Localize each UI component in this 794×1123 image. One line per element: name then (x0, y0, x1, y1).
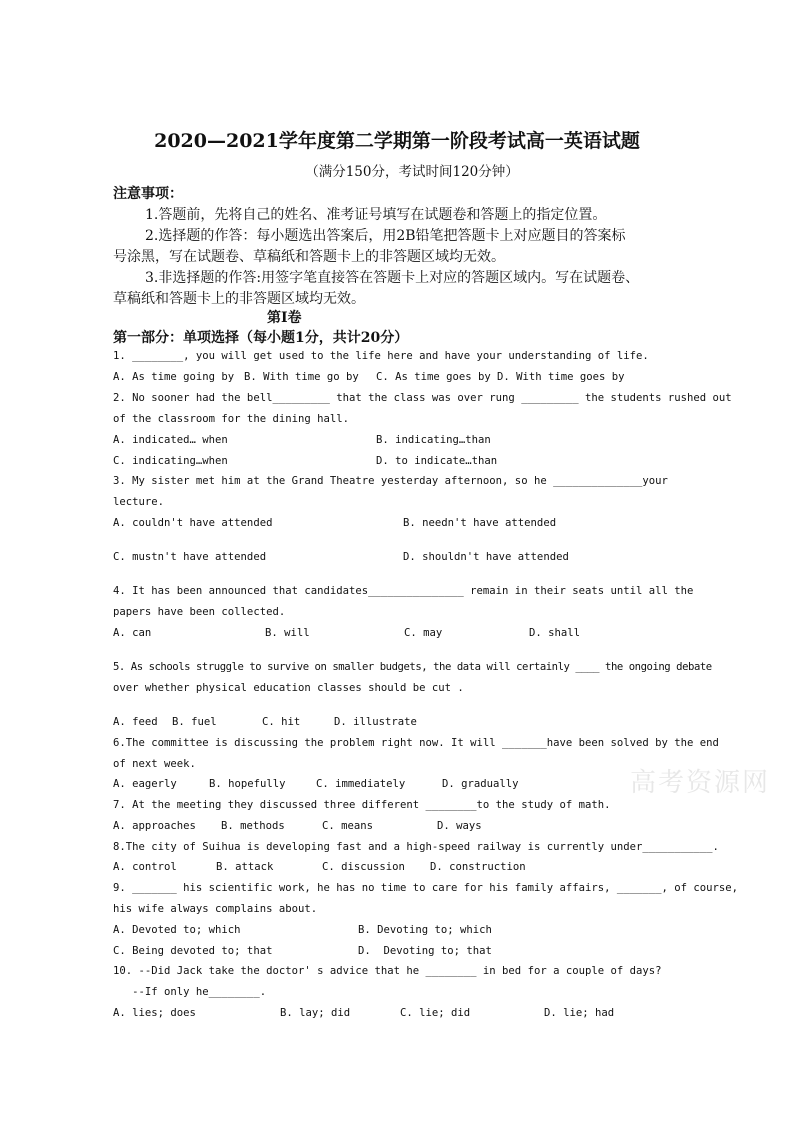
q10-option-a: A. lies; does (113, 1007, 196, 1019)
question-5-stem-cont: over whether physical education classes should be cut . (113, 682, 464, 694)
q5-option-c: C. hit (262, 716, 301, 728)
q10-option-b: B. lay; did (280, 1007, 351, 1019)
q6-option-c: C. immediately (316, 778, 406, 790)
q1-option-b: B. With time go by (244, 371, 359, 383)
notice-line-1: 1.答题前，先将自己的姓名、准考证号填写在试题卷和答题上的指定位置。 (145, 207, 607, 223)
question-2-stem-cont: of the classroom for the dining hall. (113, 413, 349, 425)
q3-option-c: C. mustn't have attended (113, 551, 267, 563)
q1-option-a: A. As time going by (113, 371, 235, 383)
q7-option-d: D. ways (437, 820, 482, 832)
q2-option-d: D. to indicate…than (376, 455, 498, 467)
exam-title: 2020—2021学年度第二学期第一阶段考试高一英语试题 (154, 130, 640, 152)
q9-option-c: C. Being devoted to; that (113, 945, 273, 957)
q2-option-b: B. indicating…than (376, 434, 491, 446)
question-1-stem: 1. ________, you will get used to the life here and have your understanding of life. (113, 350, 649, 362)
part-one-heading: 第一部分：单项选择（每小题1分，共计20分） (113, 330, 409, 346)
question-2-stem: 2. No sooner had the bell_________ that the class was over rung _________ the students rushed out (113, 392, 732, 404)
q9-option-d: D. Devoting to; that (358, 945, 492, 957)
q9-option-a: A. Devoted to; which (113, 924, 241, 936)
question-4-stem-cont: papers have been collected. (113, 606, 286, 618)
question-10-stem-cont: --If only he________. (113, 986, 267, 998)
q5-option-d: D. illustrate (334, 716, 417, 728)
q7-option-b: B. methods (221, 820, 285, 832)
question-3-stem-cont: lecture. (113, 496, 165, 508)
q6-option-d: D. gradually (442, 778, 519, 790)
q6-option-a: A. eagerly (113, 778, 177, 790)
q7-option-a: A. approaches (113, 820, 196, 832)
q8-option-c: C. discussion (322, 861, 405, 873)
q4-option-a: A. can (113, 627, 152, 639)
q2-option-c: C. indicating…when (113, 455, 228, 467)
notice-header: 注意事项： (113, 186, 183, 202)
notice-line-2: 2.选择题的作答：每小题选出答案后，用2B铅笔把答题卡上对应题目的答案标 (145, 228, 626, 244)
question-9-stem: 9. _______ his scientific work, he has no time to care for his family affairs, _______, of course, (113, 882, 739, 894)
question-3-stem: 3. My sister met him at the Grand Theatre yesterday afternoon, so he ______________your (113, 475, 668, 487)
question-9-stem-cont: his wife always complains about. (113, 903, 318, 915)
q4-option-c: C. may (404, 627, 443, 639)
question-10-stem: 10. --Did Jack take the doctor' s advice that he ________ in bed for a couple of days? (113, 965, 662, 977)
q10-option-c: C. lie; did (400, 1007, 471, 1019)
q4-option-d: D. shall (529, 627, 581, 639)
q7-option-c: C. means (322, 820, 374, 832)
question-6-stem: 6.The committee is discussing the problem right now. It will _______have been solved by the end (113, 737, 719, 749)
q1-option-c: C. As time goes by (376, 371, 491, 383)
question-5-stem: 5. As schools struggle to survive on smaller budgets, the data will certainly ____ the ongoing debate (113, 661, 712, 673)
q8-option-d: D. construction (430, 861, 526, 873)
volume-heading: 第Ⅰ卷 (267, 310, 302, 326)
notice-line-5: 草稿纸和答题卡上的非答题区域均无效。 (113, 291, 365, 307)
question-8-stem: 8.The city of Suihua is developing fast and a high-speed railway is currently under___________. (113, 841, 719, 853)
q1-option-d: D. With time goes by (497, 371, 625, 383)
q8-option-a: A. control (113, 861, 177, 873)
exam-subtitle: （满分150分，考试时间120分钟） (305, 164, 519, 180)
q9-option-b: B. Devoting to; which (358, 924, 492, 936)
watermark: 高考资源网 (630, 768, 771, 798)
question-7-stem: 7. At the meeting they discussed three different ________to the study of math. (113, 799, 611, 811)
q3-option-b: B. needn't have attended (403, 517, 557, 529)
notice-line-4: 3.非选择题的作答:用签字笔直接答在答题卡上对应的答题区域内。写在试题卷、 (145, 270, 640, 286)
q4-option-b: B. will (265, 627, 310, 639)
q6-option-b: B. hopefully (209, 778, 286, 790)
q3-option-a: A. couldn't have attended (113, 517, 273, 529)
q3-option-d: D. shouldn't have attended (403, 551, 569, 563)
notice-line-3: 号涂黑，写在试题卷、草稿纸和答题卡上的非答题区域均无效。 (113, 249, 505, 265)
q8-option-b: B. attack (216, 861, 274, 873)
q10-option-d: D. lie; had (544, 1007, 615, 1019)
q2-option-a: A. indicated… when (113, 434, 228, 446)
q5-option-a: A. feed (113, 716, 158, 728)
question-4-stem: 4. It has been announced that candidates_______________ remain in their seats until all the (113, 585, 694, 597)
question-6-stem-cont: of next week. (113, 758, 196, 770)
q5-option-b: B. fuel (172, 716, 217, 728)
